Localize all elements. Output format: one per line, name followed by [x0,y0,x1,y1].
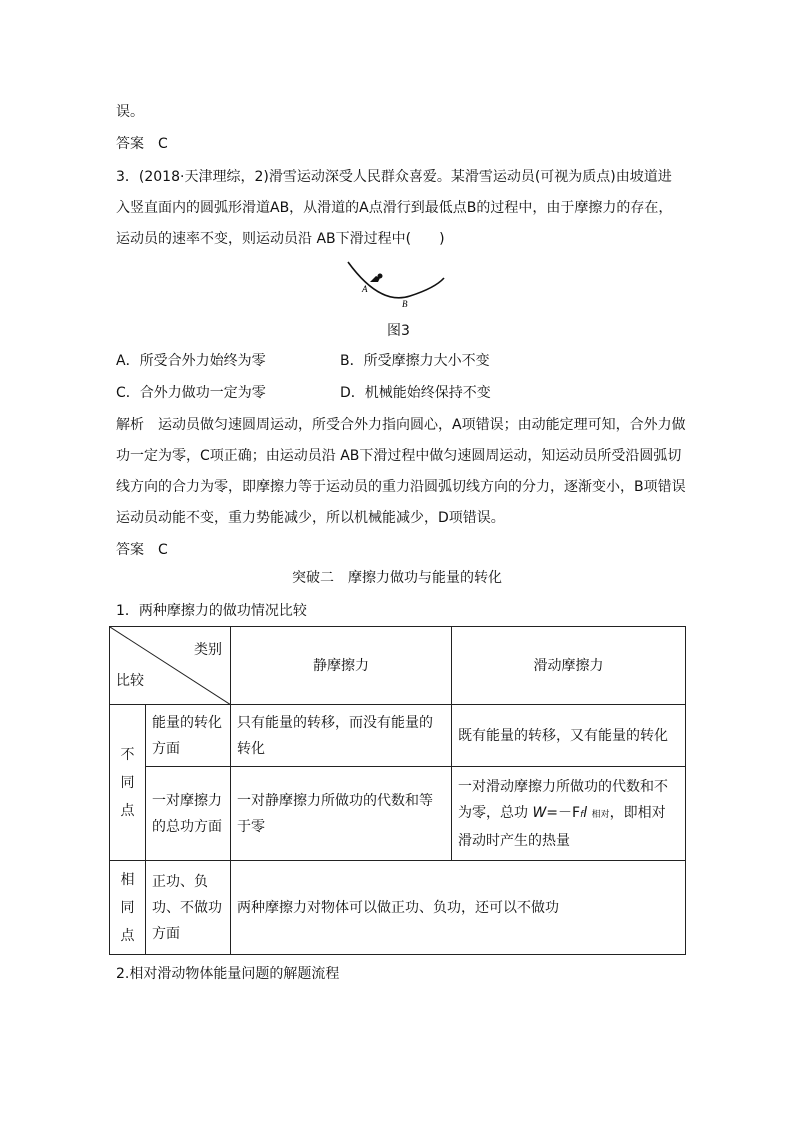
formula-mid: =－F [546,804,581,821]
answer-line: 答案 C [116,136,168,152]
answer-line: 答案 C [116,542,168,558]
ski-arc-figure [340,256,450,312]
analysis-line-3: 线方向的合力为零，即摩擦力等于运动员的重力沿圆弧切线方向的分力，逐渐变小，B项错误 [116,479,686,495]
table-header-diagonal [110,627,231,705]
question-line-3: 运动员的速率不变，则运动员沿 AB下滑过程中( ) [116,231,445,247]
subsection-title-2: 2.相对滑动物体能量问题的解题流程 [116,966,340,982]
formula-w: W [532,804,547,821]
row2-sliding-pre: 一对滑动摩擦力所做功的代数和不为零，总功 [458,778,668,821]
option-c: C．合外力做功一定为零 [116,385,266,401]
row3-label: 正功、负功、不做功方面 [146,861,231,955]
subsection-title-1: 1．两种摩擦力的做功情况比较 [116,603,307,619]
row1-label: 能量的转化方面 [146,705,231,767]
col-sliding: 滑动摩擦力 [452,627,686,705]
analysis-line-1: 解析 运动员做匀速圆周运动，所受合外力指向圆心，A项错误；由动能定理可知，合外力做 [116,417,686,433]
option-b: B．所受摩擦力大小不变 [340,353,490,369]
row2-label: 一对摩擦力的总功方面 [146,767,231,861]
row2-sliding [452,767,686,861]
figure-caption: 图3 [387,323,410,339]
section-title: 突破二 摩擦力做功与能量的转化 [292,570,502,586]
label-b: B [402,299,408,309]
label-a: A [362,284,368,294]
text-line: 误。 [116,104,144,120]
same-label-text: 相同点 [120,871,135,944]
header-compare: 比较 [116,673,144,689]
analysis-line-2: 功一定为零，C项正确；由运动员沿 AB下滑过程中做匀速圆周运动，知运动员所受沿圆弧切 [116,448,682,464]
formula-sub: 相对 [591,809,610,820]
col-static: 静摩擦力 [231,627,452,705]
diff-label-text: 不同点 [120,746,135,819]
formula-l: l [583,804,588,821]
comparison-table [109,626,686,955]
analysis-line-4: 运动员动能不变，重力势能减少，所以机械能减少，D项错误。 [116,510,505,526]
diff-label [110,705,146,861]
row2-static: 一对静摩擦力所做功的代数和等于零 [231,767,452,861]
question-line-2: 入竖直面内的圆弧形滑道AB，从滑道的A点滑行到最低点B的过程中，由于摩擦力的存在， [116,200,673,216]
option-d: D．机械能始终保持不变 [340,385,491,401]
row1-static: 只有能量的转移，而没有能量的转化 [231,705,452,767]
row2-sliding-post: ，即相对滑动时产生的热量 [458,804,666,849]
question-line-1: 3．(2018·天津理综，2)滑雪运动深受人民群众喜爱。某滑雪运动员(可视为质点)由坡道进 [116,169,672,185]
formula-f: f [580,809,584,820]
row3-content: 两种摩擦力对物体可以做正功、负功，还可以不做功 [231,861,686,955]
header-category: 类别 [194,642,222,658]
option-a: A．所受合外力始终为零 [116,353,266,369]
row1-sliding: 既有能量的转移，又有能量的转化 [452,705,686,767]
same-label [110,861,146,955]
